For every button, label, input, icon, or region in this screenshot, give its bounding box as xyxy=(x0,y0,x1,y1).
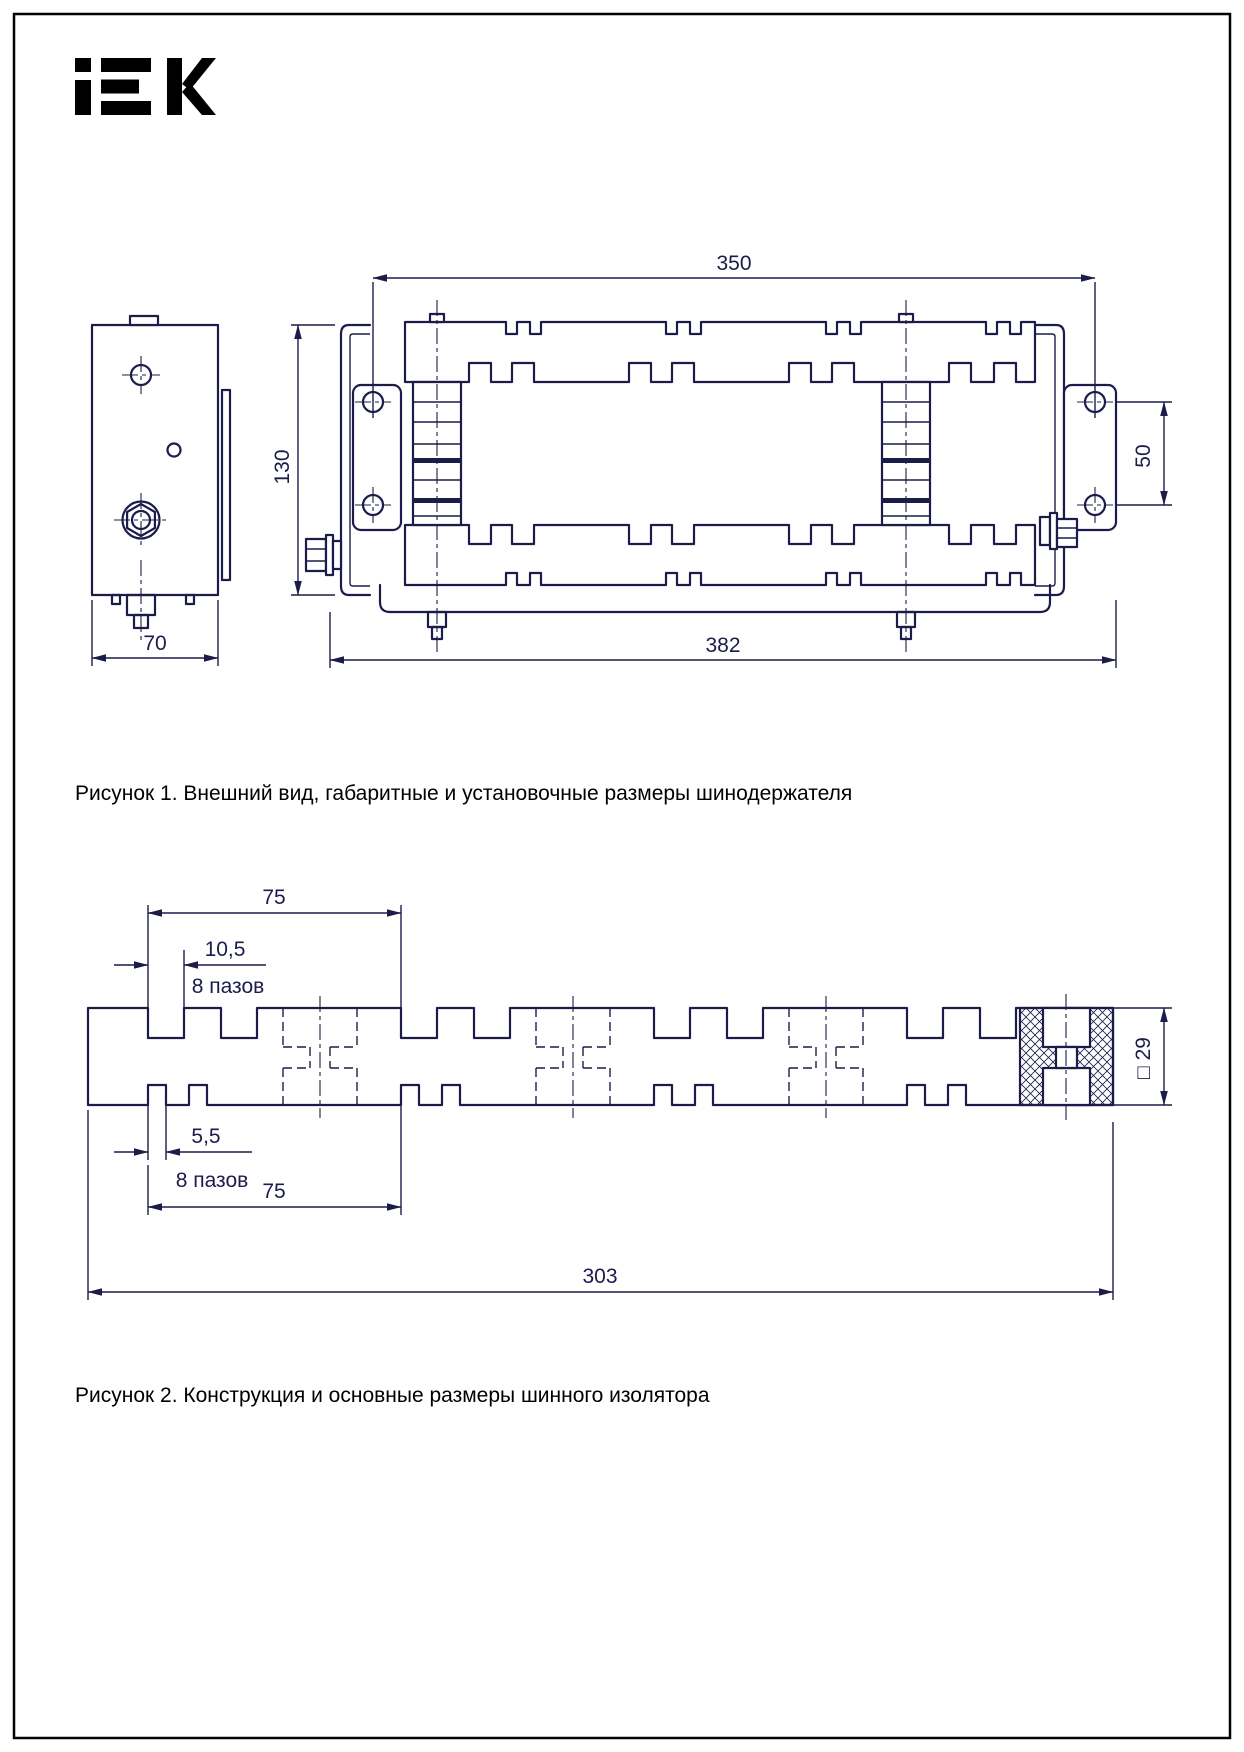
fig1-dimensions xyxy=(92,252,1172,668)
logo-k-upper-arm xyxy=(182,58,216,90)
dim-5-5 xyxy=(114,1105,252,1192)
dim-bottom-75 xyxy=(148,1105,401,1215)
dim-square-29 xyxy=(1113,1008,1172,1105)
dim-303-label: 303 xyxy=(582,1265,618,1288)
right-bolt xyxy=(1040,513,1077,549)
bottom-insulator-bar xyxy=(405,525,1035,585)
dim-10-5 xyxy=(114,938,266,1008)
top-insulator-bar xyxy=(405,322,1035,382)
insulator-bar-profile xyxy=(88,1008,1113,1105)
figure1-drawing xyxy=(92,252,1172,668)
side-bracket-edge xyxy=(222,390,230,580)
logo-k-lower-arm xyxy=(182,83,216,115)
logo-e-bottom xyxy=(101,101,151,115)
figure1-caption: Рисунок 1. Внешний вид, габаритные и установочные размеры шинодержателя xyxy=(75,782,853,805)
dim-top-75-label: 75 xyxy=(262,886,286,909)
dim-10-5-label: 10,5 xyxy=(204,938,246,961)
base-channel xyxy=(380,585,1050,612)
dim-5-5-label: 5,5 xyxy=(191,1125,221,1148)
dim-top-slot-count-label: 8 пазов xyxy=(191,975,265,998)
dim-bottom-75-label: 75 xyxy=(262,1180,286,1203)
dim-50 xyxy=(1116,402,1172,505)
dim-square-29-label: □ 29 xyxy=(1132,1037,1155,1079)
side-top-tab xyxy=(130,316,158,325)
left-bracket xyxy=(341,325,401,595)
dim-top-75 xyxy=(148,886,401,1008)
logo-i-dot xyxy=(75,58,91,72)
logo-k-stem xyxy=(167,58,182,115)
dim-70-label: 70 xyxy=(143,632,167,655)
logo-e-mid xyxy=(101,80,139,94)
figure2-drawing xyxy=(88,886,1172,1300)
figure2-caption: Рисунок 2. Конструкция и основные размеры шинного изолятора xyxy=(75,1384,710,1407)
iek-logo xyxy=(75,58,216,115)
logo-i-stem xyxy=(75,80,91,115)
right-bracket xyxy=(1035,325,1116,595)
dim-350-label: 350 xyxy=(716,252,752,275)
dim-bottom-slot-count-label: 8 пазов xyxy=(175,1169,249,1192)
page-border xyxy=(14,14,1230,1738)
cross-section xyxy=(1020,994,1113,1120)
dim-382 xyxy=(330,600,1116,668)
fig1-side-view xyxy=(92,316,230,643)
dim-130-label: 130 xyxy=(271,449,294,485)
dim-303 xyxy=(88,1110,1113,1300)
left-bolt xyxy=(306,535,341,575)
logo-e-top xyxy=(101,58,151,72)
fig1-front-view xyxy=(306,300,1116,652)
dim-382-label: 382 xyxy=(705,634,741,657)
dim-50-label: 50 xyxy=(1132,444,1155,468)
